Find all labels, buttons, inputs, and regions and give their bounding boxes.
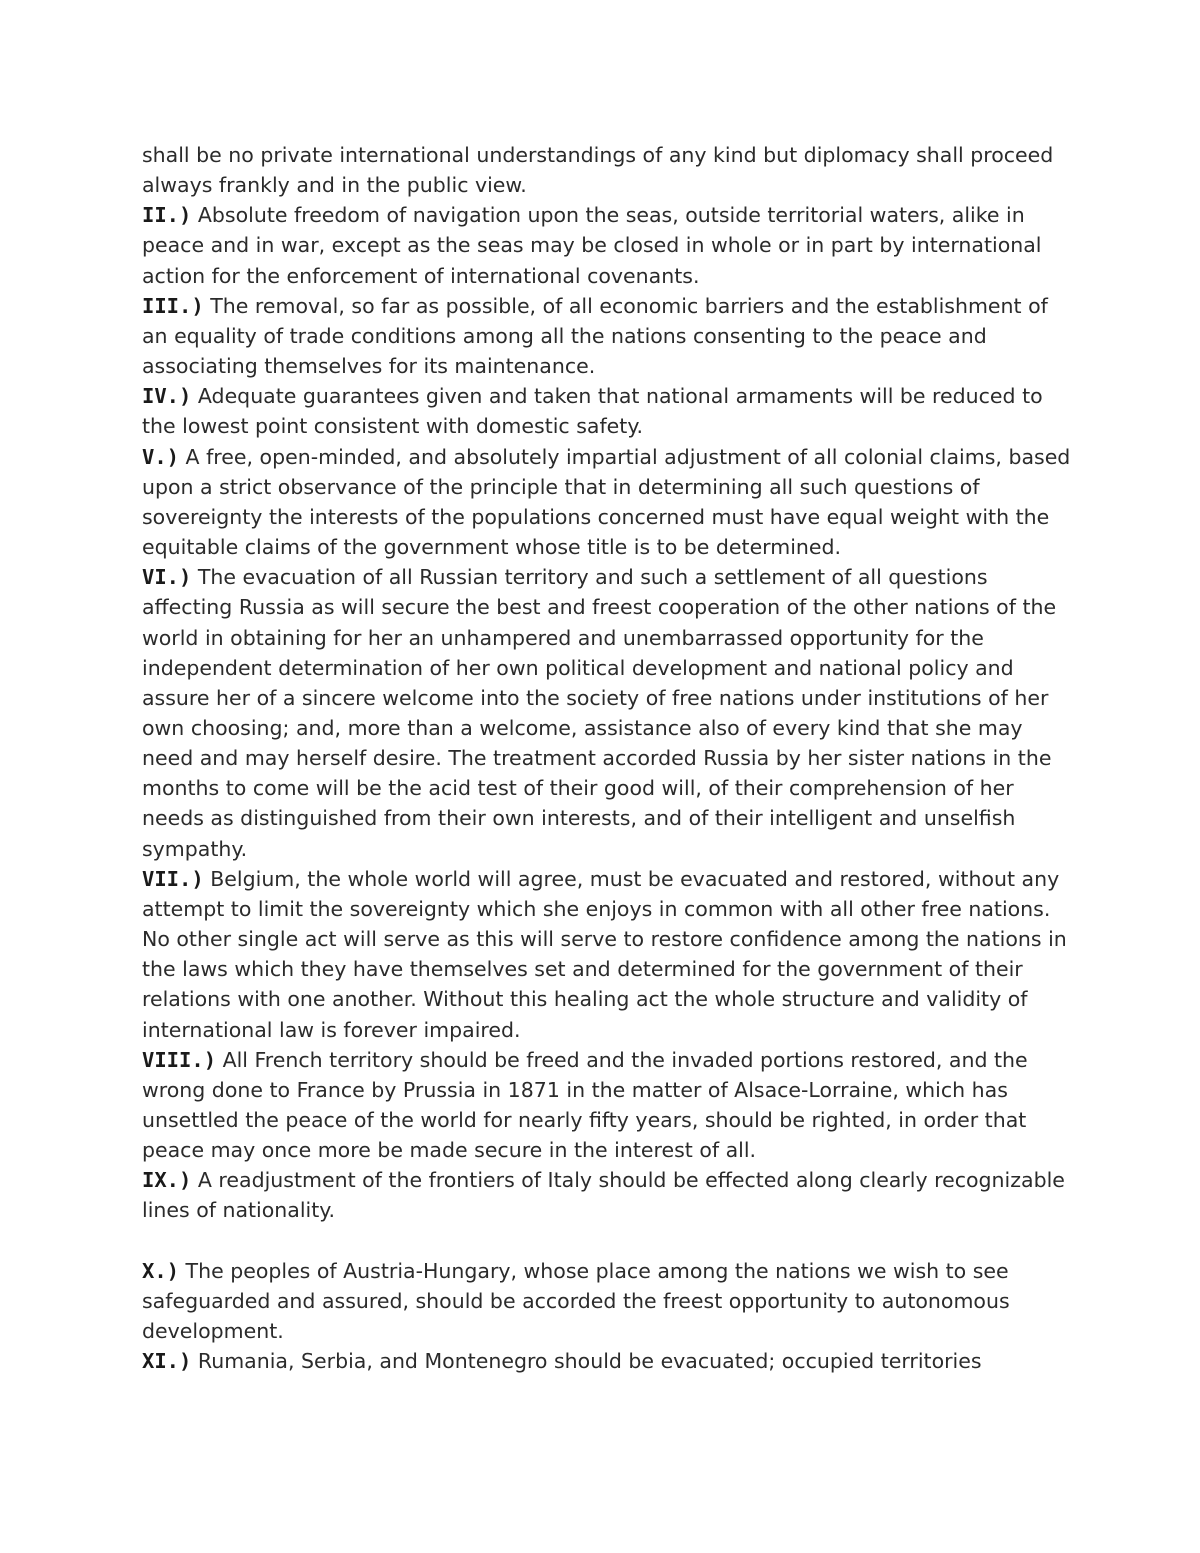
point-text: Absolute freedom of navigation upon the seas, outside territorial waters, alike in peace and in war, except as the seas may be closed in whole or in part by international action for the enforcement of international covenants. — [142, 203, 1042, 288]
point-11 — [142, 1346, 1077, 1376]
point-number: II.) — [142, 203, 192, 228]
point-number: XI.) — [142, 1349, 192, 1374]
point-number: IX.) — [142, 1168, 192, 1193]
point-number: IV.) — [142, 384, 192, 409]
point-text: A readjustment of the frontiers of Italy should be effected along clearly recognizable lines of nationality. — [142, 1168, 1065, 1223]
point-text: The removal, so far as possible, of all economic barriers and the establishment of an equality of trade conditions among all the nations consenting to the peace and associating themselves for its maintenance. — [142, 293, 1048, 379]
point-9 — [142, 1165, 1077, 1225]
point-8 — [142, 1045, 1077, 1166]
point-text: The evacuation of all Russian territory and such a settlement of all questions affecting Russia as will secure the best and freest cooperation of the other nations of the world in obtaining for her an unhampered and unembarrassed opportunity for the independent determination of her own political development and national policy and assure her of a sincere welcome into the society of free nations under institutions of her own choosing; and, more than a welcome, assistance also of every kind that she may need and may herself desire. The treatment accorded Russia by her sister nations in the months to come will be the acid test of their good will, of their comprehension of her needs as distinguished from their own interests, and of their intelligent and unselfish sympathy. — [142, 565, 1057, 861]
point-text: All French territory should be freed and the invaded portions restored, and the wrong done to France by Prussia in 1871 in the matter of Alsace-Lorraine, which has unsettled the peace of the world for nearly fifty years, should be righted, in order that peace may once more be made secure in the interest of all. — [142, 1047, 1028, 1163]
point-4 — [142, 381, 1077, 441]
point-number: III.) — [142, 293, 204, 318]
point-2 — [142, 200, 1077, 290]
point-number: VI.) — [142, 565, 192, 590]
point-text: The peoples of Austria-Hungary, whose place among the nations we wish to see safeguarded and assured, should be accorded the freest opportunity to autonomous development. — [142, 1258, 1010, 1343]
point-number: V.) — [142, 444, 180, 469]
point-text: Adequate guarantees given and taken that national armaments will be reduced to the lowest point consistent with domestic safety. — [142, 384, 1043, 439]
point-number: VIII.) — [142, 1047, 217, 1072]
document-body — [142, 140, 1077, 1376]
point-text: Rumania, Serbia, and Montenegro should be evacuated; occupied territories — [191, 1349, 982, 1374]
intro-paragraph: shall be no private international understandings of any kind but diplomacy shall proceed always frankly and in the public view. — [142, 143, 1054, 198]
point-10 — [142, 1256, 1077, 1346]
point-7 — [142, 864, 1077, 1045]
point-number: X.) — [142, 1258, 180, 1283]
point-3 — [142, 291, 1077, 381]
point-text: Belgium, the whole world will agree, must be evacuated and restored, without any attempt to limit the sovereignty which she enjoys in common with all other free nations. No other single act will serve as this will serve to restore confidence among the nations in the laws which they have themselves set and determined for the government of their relations with one another. Without this healing act the whole structure and validity of international law is forever impaired. — [142, 866, 1067, 1042]
point-text: A free, open-minded, and absolutely impartial adjustment of all colonial claims, based upon a strict observance of the principle that in determining all such questions of sovereignty the interests of the populations concerned must have equal weight with the equitable claims of the government whose title is to be determined. — [142, 444, 1071, 560]
point-number: VII.) — [142, 866, 204, 891]
point-6 — [142, 562, 1077, 864]
point-5 — [142, 442, 1077, 563]
